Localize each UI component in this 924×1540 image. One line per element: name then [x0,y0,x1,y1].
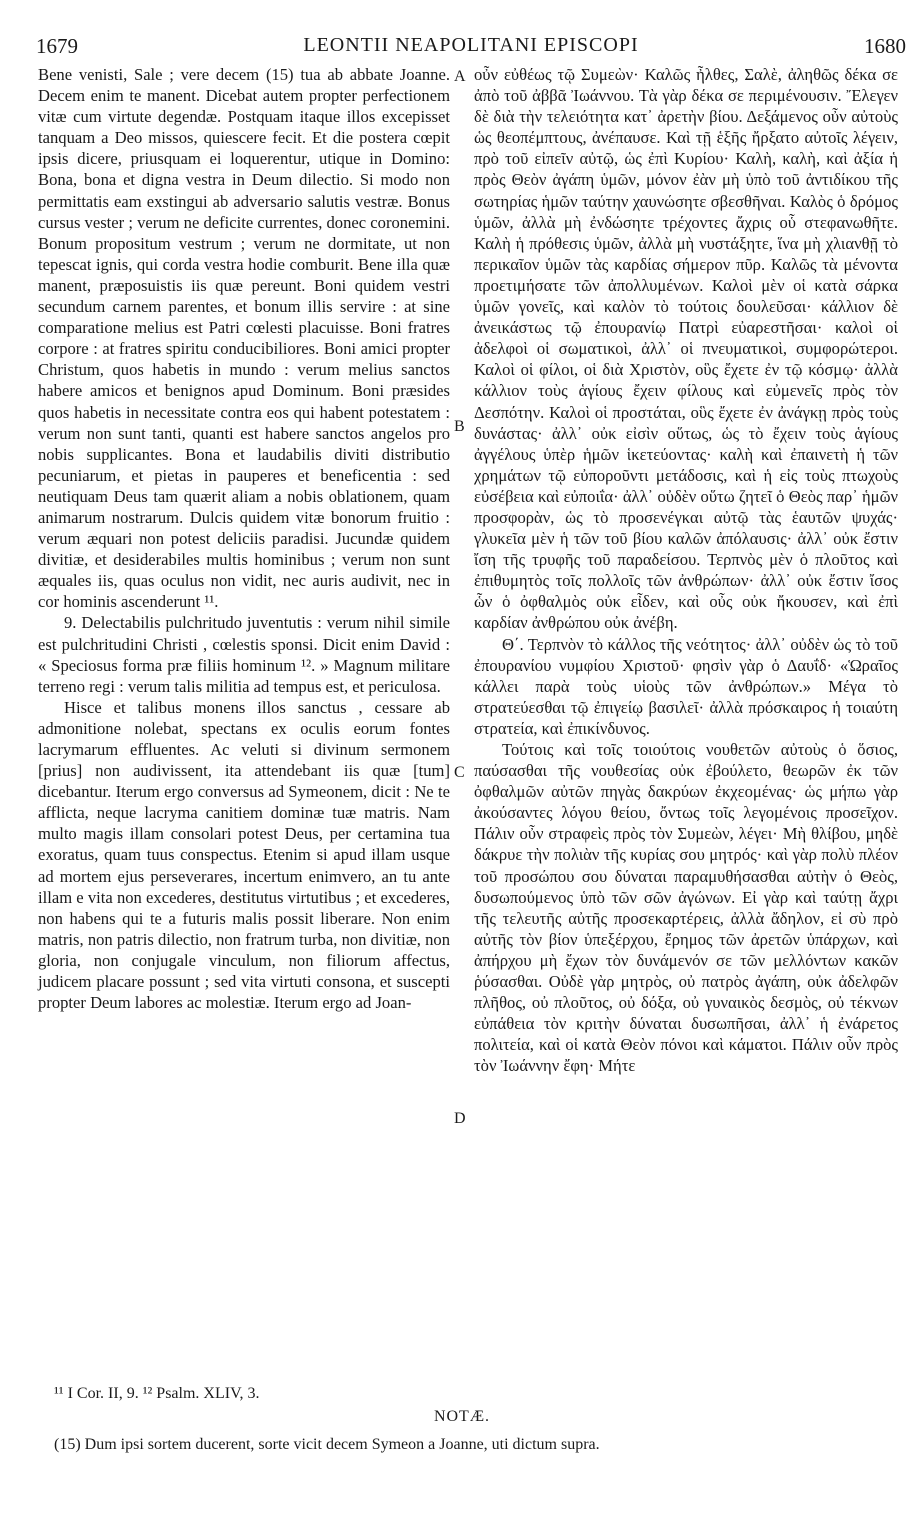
margin-letter-d: D [454,1110,466,1127]
greek-paragraph-1: οὖν εὐθέως τῷ Συμεὼν· Καλῶς ἦλθες, Σαλὲ, ἀληθῶς δέκα σε ἀπὸ τοῦ ἀββᾶ Ἰωάννου. Τὰ γὰρ δέκα σε περιμένουσιν. Ἔλεγεν δὲ διὰ τὴν τελειότητα κατ᾽ ἀρετὴν βίου. Δεξάμενος οὖν αὐτοὺς ὡς θεοπέμπτους, ἀνέπαυσε. Καὶ τῇ ἑξῆς ἤρξατο αὐτοῖς λέγειν, πρὸ τοῦ εἰπεῖν αὐτῷ, ὡς ἐπὶ Κυρίου· Καλὴ, καλὴ, καὶ ἀξία ἡ πρὸς Θεὸν ἀγάπη ὑμῶν, μόνον ἐὰν μὴ ὑπὸ τοῦ ἀντιδίκου τῆς σωτηρίας ἡμῶν ταύτην χαυνώσητε σβεσθῆναι. Καλὸς ὁ δρόμος ὑμῶν, ἀλλὰ μὴ ἐνδώσητε τρέχοντες ἄχρις οὗ στεφανωθῆτε. Καλὴ ἡ πρόθεσις ὑμῶν, ἀλλὰ μὴ νυστάξητε, ἵνα μὴ χλιανθῇ τὸ περικαῖον ὑμῶν τὰς καρδίας σήμερον πῦρ. Καλῶς τὰ μένοντα προετιμήσατε τῶν ἀπολλυμένων. Καλοὶ μὲν οἱ κατὰ σάρκα ὑμῶν γονεῖς, καὶ καλὸν τὸ τούτοις δουλεῦσαι· κάλλιον δὲ ἀνεικάστως τῷ ἐπουρανίῳ Πατρὶ εὐαρεστῆσαι· καλοὶ οἱ ἀδελφοὶ οἱ σωματικοὶ, ἀλλ᾽ οἱ πνευματικοὶ, συμφορώτεροι. Καλοὶ οἱ φίλοι, οἱ διὰ Χριστὸν, οὓς ἔχετε ἐν τῷ κόσμῳ· ἀλλὰ κάλλιον τοὺς ἁγίους ἔχειν φίλους καὶ εὐμενεῖς πρὸς τὸν Δεσπότην. Καλοὶ οἱ προστάται, οὓς ἔχετε ἐν ἀνάγκῃ πρὸς τοὺς δυνάστας· ἀλλ᾽ οὐκ εἰσὶν οὕτως, ὡς τὸ ἔχειν τοὺς ἁγίους ἀγγέλους ὑπὲρ ἡμῶν ἱκετεύοντας· καλὴ καὶ ἐπαινετὴ ἡ τῶν χρημάτων τῷ εὐποροῦντι μετάδοσις, καὶ ἡ εἰς τοὺς πτωχοὺς εὐσέβεια καὶ εὐποιΐα· ἀλλ᾽ οὐδὲν οὕτω ζητεῖ ὁ Θεὸς παρ᾽ ἡμῶν προσφορὰν, ὡς τὸ προσενέγκαι αὐτῷ τὰς ἑαυτῶν ψυχάς· γλυκεῖα μὲν ἡ τῶν τοῦ βίου καλῶν ἀπόλαυσις· ἀλλ᾽ οὐκ ἔστιν ἴση τῆς τρυφῆς τοῦ παραδείσου. Τερπνὸς μὲν ὁ πλοῦτος καὶ ἐπιθυμητὸς τοῖς πολλοῖς τῶν ἀνθρώπων· ἀλλ᾽ οὐκ ἔστιν ἴσος ὧν ὁ ὀφθαλμὸς οὐκ εἶδεν, καὶ οὖς οὐκ ἤκουσεν, καὶ ἐπὶ καρδίαν ἀνθρώπου οὐκ ἀνέβη. [474,65,898,633]
latin-paragraph-1: Bene venisti, Sale ; vere decem (15) tua ab abbate Joanne. Decem enim te manent. Dicebat autem propter perfectionem vitæ cum virtute degendæ. Postquam itaque illos excepisset tanquam a Deo missos, quiescere fecit. Et die postera cœpit ipsis dicere, priusquam ei loquerentur, utique in Domino: Bona, bona et digna vestra in Deum dilectio. Si modo non permittatis eam exstingui ab adversario salutis vestræ. Bonus cursus vester ; verum ne deficite currentes, donec coronemini. Bonum propositum vestrum ; verum ne dormitate, ut non tepescat ignis, qui corda vestra hodie comburit. Bene illa quæ manent, præposuistis iis quæ pereunt. Boni quidem vestri secundum carnem parentes, et bonum illis servire : at sine comparatione melius est Patri cœlesti placuisse. Boni fratres corpore : at fratres spiritu conducibiliores. Boni amici propter Christum, quos habetis in mundo : verum melius sanctos habere amicos et benignos apud Dominum. Boni præsides quos habetis in necessitate contra eos qui habent potestatem : verum non sunt tanti, quanti est habere sanctos angelos pro nobis supplicantes. Bona et laudabilis diviti distributio pecuniarum, et pietas in pauperes et beneficentia : sed neutiquam Deus tam quærit aliam a nobis oblationem, quam animarum nostrarum. Dulcis quidem vitæ bonorum fruitio : verum æquari non potest deliciis paradisi. Jucundæ quidem divitiæ, et desiderabiles multis hominibus ; verum non sunt æquales iis, quas oculus non vidit, nec auris audivit, nec in cor hominis ascenderunt ¹¹. [38,65,450,612]
latin-paragraph-3: Hisce et talibus monens illos sanctus , cessare ab admonitione nolebat, spectans ex oculis eorum fontes lacrymarum effluentes. Ac veluti si divinum sermonem [prius] non audivissent, ita attendebant iis quæ [tum] dicebantur. Iterum ergo conversus ad Symeonem, dicit : Ne te afflicta, neque lacryma canitiem dominæ tuæ matris. Nam multo magis illam consolari potest Deus, per certamina tua exoratus, quam tuus conspectus. Etenim si apud illam usque ad mortem ejus perseverares, incertum enimvero, an tu ante illam e vita non excederes, destitutus virtutibus ; et excederes, non habens qui te a futuris malis possit liberare. Non enim matris, non patris dilectio, non fratrum turba, non divitiæ, non gloria, non conjugale vinculum, non filiorum affectus, judicem placare possunt ; sed vita virtuti consona, et suscepti propter Deum labores ac molestiæ. Iterum ergo ad Joan- [38,697,450,1013]
notes-text: (15) Dum ipsi sortem ducerent, sorte vicit decem Symeon a Joanne, uti dictum supra. [54,1436,600,1453]
latin-column [38,64,450,1013]
margin-letter-a: A [454,68,466,85]
notes-heading: NOTÆ. [433,1408,491,1425]
page-number-right: 1680 [864,34,906,58]
latin-paragraph-2: 9. Delectabilis pulchritudo juventutis : verum nihil simile est pulchritudini Christi , cœlestis sponsi. Dicit enim David : « Speciosus forma præ filiis hominum ¹². » Magnum militare terreno regi : verum talis militia ad tempus est, et periculosa. [38,613,450,696]
greek-paragraph-3: Τούτοις καὶ τοῖς τοιούτοις νουθετῶν αὐτοὺς ὁ ὅσιος, παύσασθαι τῆς νουθεσίας οὐκ ἐβούλετο, θεωρῶν ἐκ τῶν ὀφθαλμῶν αὐτῶν πηγὰς δακρύων ἐκχεομένας· ὡς μήπω γὰρ ἀκούσαντες λόγου θείου, ὄντως τοῖς λεγομένοις προσεῖχον. Πάλιν οὖν στραφεὶς πρὸς τὸν Συμεὼν, λέγει· Μὴ θλίβου, μηδὲ δάκρυε τὴν πολιὰν τῆς κυρίας σου μητρός· καὶ γὰρ πολὺ πλέον τοῦ προσώπου σου δύναται παραμυθήσασθαι αὐτὴν ὁ Θεὸς, δυσωπούμενος ὑπὸ τῶν σῶν ἀγώνων. Εἰ γὰρ καὶ ταύτῃ ἄχρι τῆς τελευτῆς αὐτῆς προσεκαρτέρεις, ἀλλὰ ἄδηλον, εἰ σὺ πρὸ αὐτῆς τὸν βίον ὑπεξέρχου, ἔρημος τῶν ἀρετῶν ὑπάρχων, καὶ ἀπήρχου μὴ ἔχων τὸν δυνάμενόν σε τῶν μελλόντων κακῶν ῥύσασθαι. Οὐδὲ γὰρ μητρὸς, οὐ πατρὸς ἀγάπη, οὐκ ἀδελφῶν πλῆθος, οὐ πλοῦτος, οὐ δόξα, οὐ γυναικὸς δεσμὸς, οὐ τέκνων εὐπάθεια τὸν κριτὴν δύναται δυσωπῆσαι, ἀλλ᾽ ἡ ἐνάρετος πολιτεία, καὶ οἱ κατὰ Θεὸν πόνοι καὶ κάματοι. Πάλιν οὖν πρὸς τὸν Ἰωάννην ἔφη· Μήτε [474,740,898,1076]
greek-column [474,64,898,1077]
footnotes: ¹¹ I Cor. II, 9. ¹² Psalm. XLIV, 3. [54,1385,260,1402]
greek-paragraph-2: Θ΄. Τερπνὸν τὸ κάλλος τῆς νεότητος· ἀλλ᾽ οὐδὲν ὡς τὸ τοῦ ἐπουρανίου νυμφίου Χριστοῦ· φησὶν γὰρ ὁ Δαυΐδ· «Ὡραῖος κάλλει παρὰ τοὺς υἱοὺς τῶν ἀνθρώπων.» Μέγα τὸ στρατεύεσθαι τῷ ἐπιγείῳ βασιλεῖ· ἀλλὰ πρόσκαιρος ἡ τοιαύτη στρατεία, καὶ ἐπικίνδυνος. [474,634,898,738]
margin-letter-b: B [454,418,465,435]
page-number-left: 1679 [36,34,78,58]
running-title: LEONTII NEAPOLITANI EPISCOPI [303,34,639,56]
margin-letter-c: C [454,764,465,781]
page-header [36,34,906,64]
